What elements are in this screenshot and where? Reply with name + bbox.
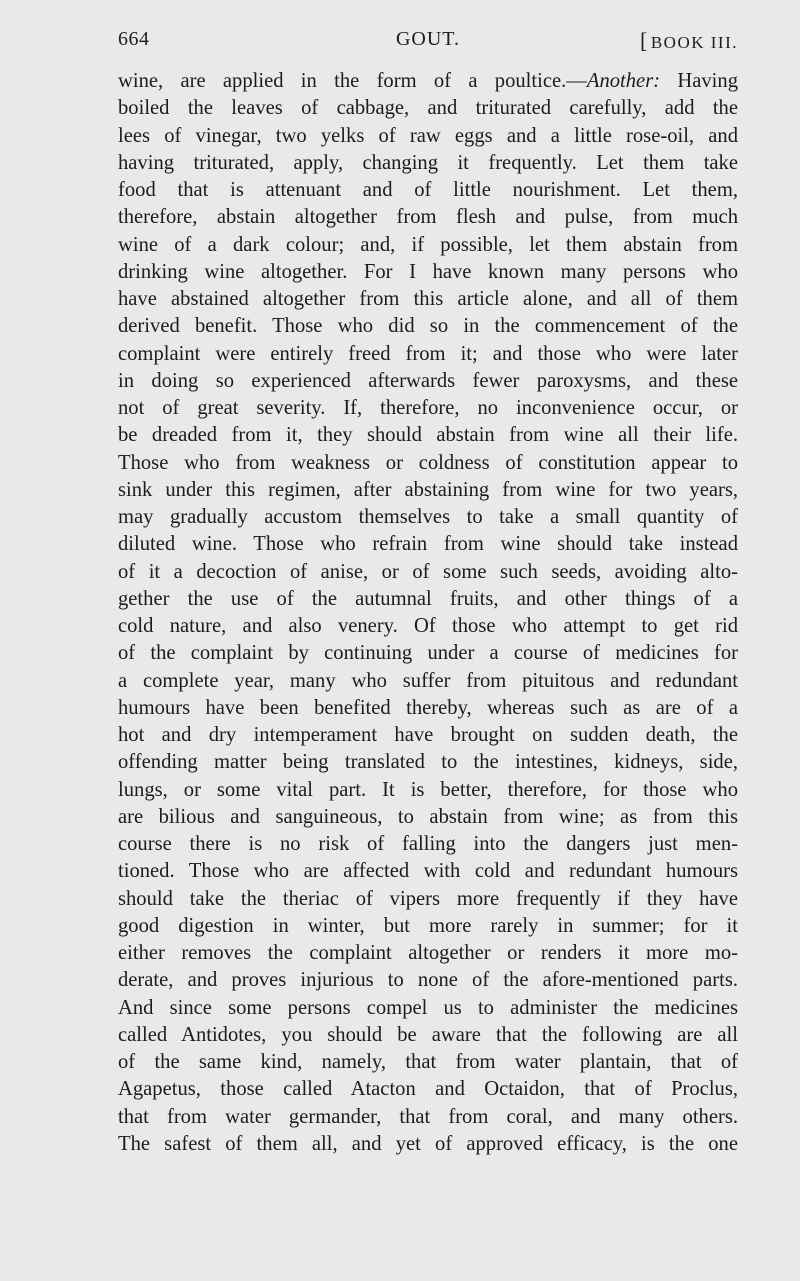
- text-line: therefore, abstain altogether from flesh and pulse, from much: [118, 206, 738, 229]
- text-line: course there is no risk of falling into the dangers just men-: [118, 833, 738, 855]
- text-line: Agapetus, those called Atacton and Octaidon, that of Proclus,: [118, 1078, 738, 1101]
- text-line: not of great severity. If, therefore, no inconvenience occur, or: [118, 397, 738, 419]
- text-line: derate, and proves injurious to none of the afore-mentioned parts.: [118, 969, 738, 992]
- text-line: in doing so experienced afterwards fewer paroxysms, and these: [118, 369, 738, 392]
- text-line: offending matter being translated to the intestines, kidneys, side,: [118, 751, 738, 774]
- text-line: food that is attenuant and of little nourishment. Let them,: [118, 179, 738, 201]
- text-line: humours have been benefited thereby, whereas such as are of a: [118, 696, 738, 719]
- text-line: cold nature, and also venery. Of those who attempt to get rid: [118, 615, 738, 637]
- text-line: derived benefit. Those who did so in the commencement of the: [118, 315, 738, 338]
- text-line: tioned. Those who are affected with cold and redundant humours: [118, 860, 738, 883]
- text-line: lees of vinegar, two yelks of raw eggs and a little rose-oil, and: [118, 124, 738, 147]
- text-line: hot and dry intemperament have brought on sudden death, the: [118, 724, 738, 746]
- text-line: diluted wine. Those who refrain from wine should take instead: [118, 533, 738, 556]
- text-line: wine of a dark colour; and, if possible, let them abstain from: [118, 233, 738, 256]
- text-line: of the complaint by continuing under a course of medicines for: [118, 642, 738, 665]
- text-line: sink under this regimen, after abstaining from wine for two years,: [118, 478, 738, 501]
- text-line: The safest of them all, and yet of approved efficacy, is the one: [118, 1132, 738, 1155]
- text-line: good digestion in winter, but more rarely in summer; for it: [118, 914, 738, 937]
- text-line: have abstained altogether from this article alone, and all of them: [118, 288, 738, 310]
- text-line: And since some persons compel us to administer the medicines: [118, 996, 738, 1019]
- text-line: drinking wine altogether. For I have known many persons who: [118, 260, 738, 283]
- text-line: boiled the leaves of cabbage, and triturated carefully, add the: [118, 97, 738, 120]
- text-line: either removes the complaint altogether or renders it more mo-: [118, 942, 738, 964]
- text-line: may gradually accustom themselves to take a small quantity of: [118, 506, 738, 528]
- page-number: 664: [118, 28, 150, 50]
- text-line: should take the theriac of vipers more frequently if they have: [118, 887, 738, 910]
- page-header: [118, 28, 738, 58]
- text-line: complaint were entirely freed from it; and those who were later: [118, 342, 738, 365]
- book-label: BOOK III.: [650, 33, 738, 52]
- italic-word: Another:: [586, 70, 661, 92]
- running-title: GOUT.: [395, 28, 461, 50]
- text-line: of it a decoction of anise, or of some such seeds, avoiding alto-: [118, 560, 738, 583]
- book-bracket: [: [640, 28, 649, 53]
- text-line: Those who from weakness or coldness of constitution appear to: [118, 451, 738, 474]
- text-line: lungs, or some vital part. It is better, therefore, for those who: [118, 778, 738, 801]
- text-line: having triturated, apply, changing it frequently. Let them take: [118, 151, 738, 174]
- body-text: [118, 68, 738, 1158]
- text-line: that from water germander, that from coral, and many others.: [118, 1105, 738, 1128]
- book-reference: [640, 28, 738, 54]
- text-line: gether the use of the autumnal fruits, and other things of a: [118, 587, 738, 610]
- text-line: wine, are applied in the form of a poultice.—Another: Having: [118, 70, 738, 92]
- text-line: of the same kind, namely, that from water plantain, that of: [118, 1051, 738, 1073]
- text-line: be dreaded from it, they should abstain from wine all their life.: [118, 424, 738, 447]
- text-line: called Antidotes, you should be aware that the following are all: [118, 1023, 738, 1046]
- text-line: are bilious and sanguineous, to abstain from wine; as from this: [118, 805, 738, 828]
- text-line: a complete year, many who suffer from pituitous and redundant: [118, 669, 738, 692]
